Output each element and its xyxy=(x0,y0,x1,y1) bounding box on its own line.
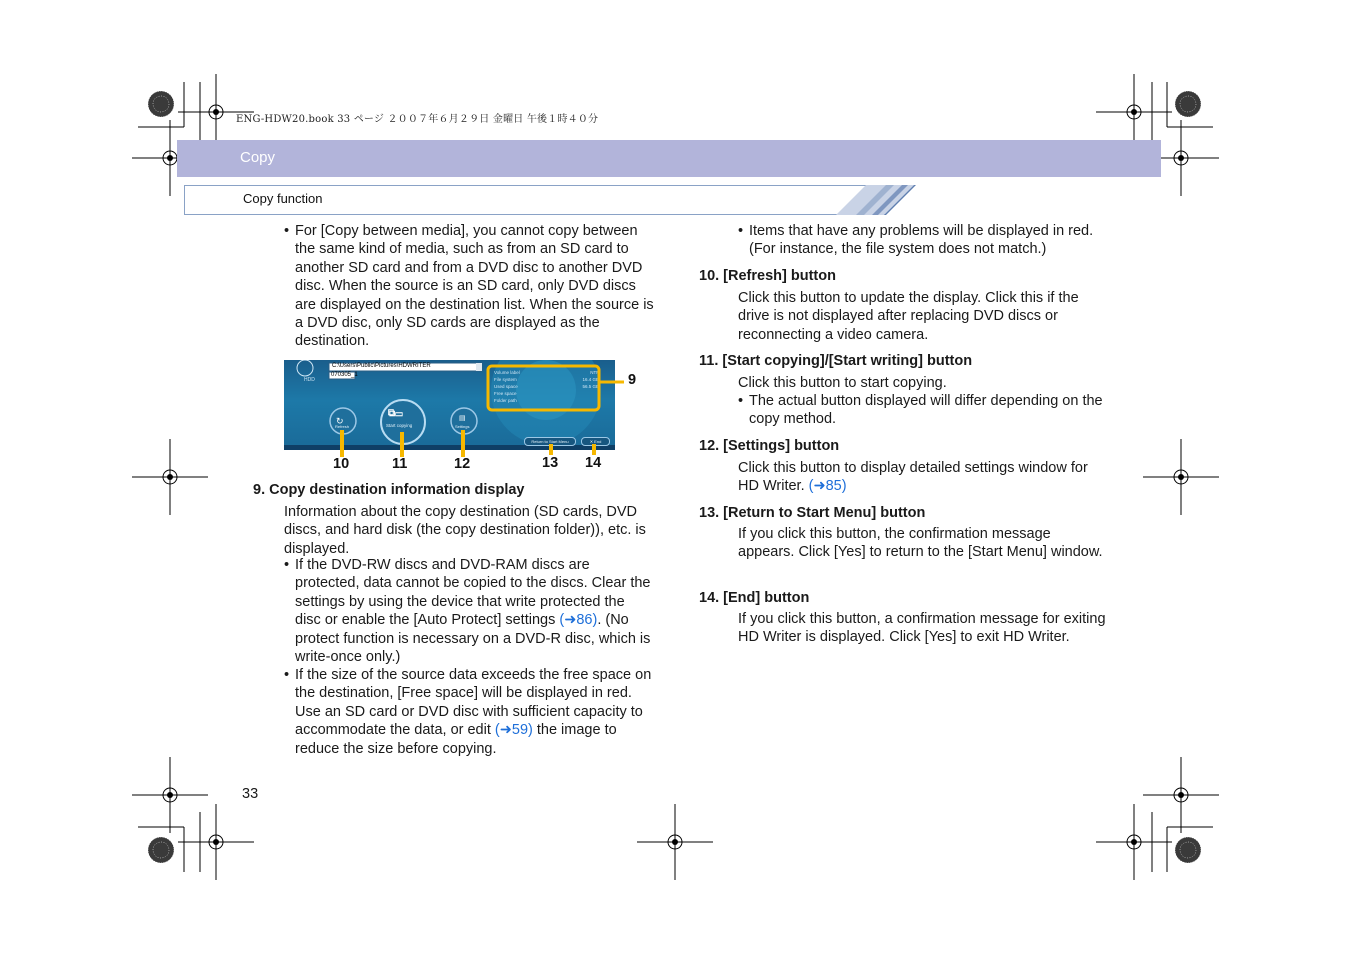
print-line: ENG-HDW20.book 33 ページ ２００７年６月２９日 金曜日 午後１時４０分 xyxy=(236,114,599,125)
callout-13: 13 xyxy=(542,455,559,471)
refresh-icon: ↻ xyxy=(336,416,344,426)
callout-14: 14 xyxy=(585,455,602,471)
page-number: 33 xyxy=(242,786,259,802)
info-labels: Volume label File system Used space Free space Folder path xyxy=(494,370,520,403)
info-values: NTF 16.4 GB 56.5 GB xyxy=(582,370,599,389)
section9-body: Information about the copy destination (SD cards, DVD discs, and hard disk (the copy destination folder)), etc. is displayed. xyxy=(284,504,646,557)
section-header-band xyxy=(177,140,1161,177)
subsection-box xyxy=(184,185,885,215)
callout-lines xyxy=(280,360,640,460)
callout-9: 9 xyxy=(628,372,637,388)
link-page-86[interactable]: (➜86) xyxy=(559,612,598,629)
folder-field: 070305_1 xyxy=(331,372,358,378)
start-copying-label: Start copying xyxy=(386,423,413,428)
section10-body: Click this button to update the display. Click this if the drive is not displayed after replacing DVD discs or reconnecting a video camera. xyxy=(738,290,1079,343)
hdd-label: HDD xyxy=(304,377,315,383)
link-page-59[interactable]: (➜59) xyxy=(494,722,533,739)
link-page-85[interactable]: (➜85) xyxy=(808,478,847,495)
copy-icon: ⧉▭ xyxy=(388,408,403,419)
section9-heading: 9. Copy destination information display xyxy=(253,482,525,498)
callout-10: 10 xyxy=(333,456,350,472)
section11-heading: 11. [Start copying]/[Start writing] button xyxy=(699,353,973,369)
section11-body: Click this button to start copying. xyxy=(738,375,947,391)
end-button[interactable]: ✕ End xyxy=(581,437,610,446)
section14-body: If you click this button, a confirmation message for exiting HD Writer is displayed. Click [Yes] to exit HD Writer. xyxy=(738,611,1106,646)
refresh-button-label: Refresh xyxy=(335,424,350,429)
section13-body: If you click this button, the confirmation message appears. Click [Yes] to return to the [Start Menu] window. xyxy=(738,526,1103,561)
section14-heading: 14. [End] button xyxy=(699,590,810,606)
settings-icon: ▤ xyxy=(459,415,466,422)
return-to-start-menu-button[interactable]: Return to Start Menu xyxy=(524,437,576,446)
section12-body: Click this button to display detailed settings window for HD Writer. (➜85) xyxy=(738,460,1088,495)
section10-heading: 10. [Refresh] button xyxy=(699,268,836,284)
callout-11: 11 xyxy=(392,456,408,472)
path-field: C:\Users\Public\Pictures\HDWRITER xyxy=(332,363,431,369)
settings-button-label: Settings xyxy=(455,424,470,429)
header-stripes xyxy=(836,185,916,215)
callout-12: 12 xyxy=(454,456,471,472)
subsection-title: Copy function xyxy=(243,191,323,206)
section-title: Copy xyxy=(240,149,276,166)
section13-heading: 13. [Return to Start Menu] button xyxy=(699,505,926,521)
section12-heading: 12. [Settings] button xyxy=(699,438,840,454)
